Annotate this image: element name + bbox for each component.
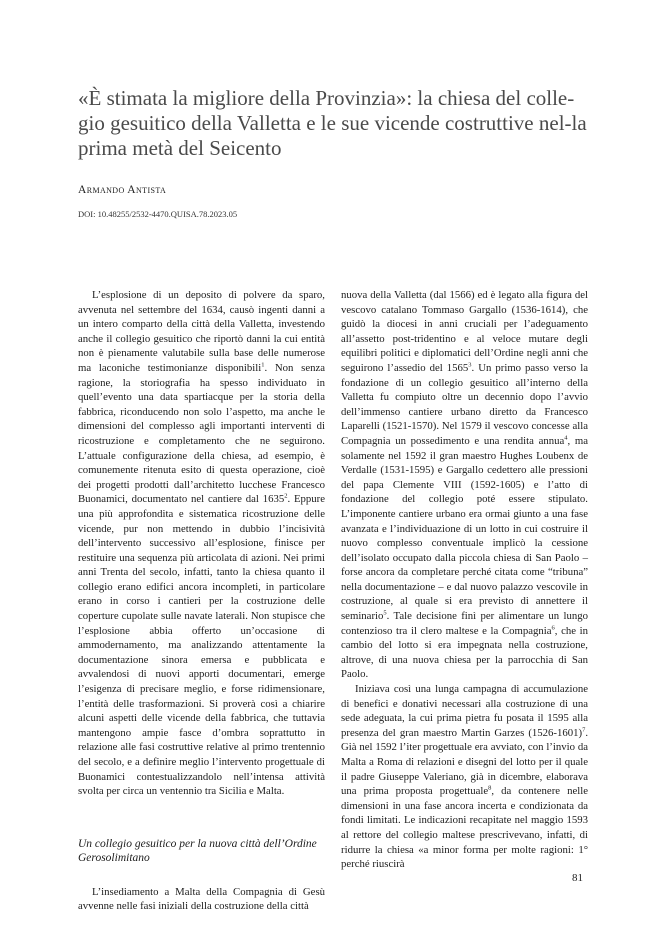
paragraph-text: Iniziava così una lunga campagna di accumulazione di benefici e donativi necessari alla costruzione di una sede adeguata, la cui prima pietra fu posata il 1595 alla presenza del gran maestro Martin Garzes (1526-1601) [341,683,588,739]
paragraph-text: L’insediamento a Malta della Compagnia di Gesù avvenne nelle fasi iniziali della costruzione della città [78,885,325,913]
paragraph-text: . Già nel 1592 l’iter progettuale era avviato, con l’invio da Malta a Roma di relazioni e disegni del lotto per il quale il padre Giuseppe Valeriano, già in dicembre, elaborava una prima proposta progettuale [341,726,588,798]
footnote-ref: 3 [468,361,472,369]
paragraph-text: . Eppure una più approfondita e sistematica ricostruzione delle vicende, pur non mettendo in dubbio l’incisività dell’intervento successivo all’esplosione, finisce per restituire una sequenza più articolata di azioni. Nei primi anni Trenta del secolo, infatti, tanto la chiesa quanto il collegio erano edifici ancora incompleti, in particolare erano in corso i cantieri per la costruzione delle coperture cupolate sulle navate laterali. Non stupisce che l’esplosione abbia offerto un’occasione di ammodernamento, ma analizzando attentamente la documentazione sinora emersa e pubblicata e avvalendosi di nuovi apporti documentari, emerge l’esigenza di precisare meglio, e forse ridimensionare, l’entità delle trasformazioni. Si proverà così a chiarire alcuni aspetti delle vicende della fabbrica, che tuttavia mantengono ampie fasce d’ombra soprattutto in relazione alle fasi costruttive relative al primo trentennio del secolo, e a definire meglio l’intervento progettuale di Buonamici contestualizzandolo nell’intensa attività svolta per circa un ventennio tra Sicilia e Malta. [78,493,325,798]
paragraph-text: , ma solamente nel 1592 il gran maestro Hughes Loubenx de Verdalle (1531-1595) e Gargallo cedettero alle pressioni del papa Clemente VIII (1592-1605) e l’atto di fondazione del collegio poté essere stipulato. L’imponente cantiere urbano era ormai giunto a una fase avanzata e l’individuazione di un lotto in cui costruire il nuovo complesso conventuale implicò la cessione dell’isolato occupato dalla piccola chiesa di San Paolo – forse ancora da completare perché citata come “tribuna” nella documentazione – e dal nuovo palazzo vescovile in costruzione, al quale si era previsto di annettere il seminario [341,434,588,623]
paragraph-text: L’esplosione di un deposito di polvere da sparo, avvenuta nel settembre del 1634, causò ingenti danni a un intero comparto della città della Valletta, investendo anche il collegio gesuitico che riportò danni la cui entità non è pienamente valutabile sulla base delle numerose ma laconiche testimonianze disponibili [78,289,325,374]
paragraph-text: , che in cambio del lotto si era impegnata nella costruzione, altrove, di una nuova chiesa per la parrocchia di San Paolo. [341,624,588,681]
paragraph-text: nuova della Valletta (dal 1566) ed è legato alla figura del vescovo catalano Tommaso Gargallo (1536-1614), che guidò la diocesi in anni cruciali per l’adeguamento all’assetto post-tridentino e al veloce mutare degli equilibri politici e diplomatici dell’Ordine negli anni che seguirono l’assedio del 1565 [341,289,588,374]
left-column [78,288,325,914]
page-number: 81 [572,872,583,884]
paragraph [341,682,588,872]
footnote-ref: 1 [261,361,265,369]
paragraph-text: . Non senza ragione, la storiografia ha spesso individuato in quell’evento una data spartiacque per la storia della fabbrica, riconducendo non solo l’aspetto, ma anche le dimensioni del complesso agli importanti interventi di ricostruzione e completamento che ne seguirono. L’attuale configurazione della chiesa, ad esempio, è comunemente ritenuta esito di questa operazione, cioè dei progetti prodotti dall’architetto lucchese Francesco Buonamici, documentato nel cantiere dal 1635 [78,361,326,506]
doi-line: DOI: 10.48255/2532-4470.QUISA.78.2023.05 [78,209,238,219]
paragraph [78,885,325,914]
paragraph-text: . Tale decisione finì per alimentare un lungo contenzioso tra il clero maltese e la Compagnia [341,610,588,637]
section-subheading: Un collegio gesuitico per la nuova città dell’Ordine Gerosolimitano [78,837,317,864]
footnote-ref: 2 [284,492,288,500]
paragraph [341,288,588,682]
paragraph-text: . Un primo passo verso la fondazione di un collegio gesuitico all’interno della Valletta fu compiuto oltre un decennio dopo l’avvio dell’immenso cantiere urbano diretto da Francesco Laparelli (1521-1570). Nel 1579 il vescovo concesse alla Compagnia un possedimento e una rendita annua [341,361,589,447]
footnote-ref: 5 [383,609,387,617]
footnote-ref: 4 [564,434,568,442]
paragraph-text: , da contenere nelle dimensioni in una fase ancora incerta e condizionata da fondi limitati. Le indicazioni recapitate nel maggio 1593 al rettore del collegio maltese prescrivevano, infatti, di ridurre la chiesa «a minor forma per molte ragioni: 1° perché riuscirà [341,785,588,871]
footnote-ref: 7 [582,726,586,734]
author-name: Armando Antista [78,184,167,196]
footnote-ref: 8 [488,784,492,792]
footnote-ref: 6 [551,624,555,632]
right-column [341,288,588,872]
paragraph [78,288,325,799]
article-title: «È stimata la migliore della Provinzia»: la chiesa del colle-gio gesuitico della Valletta e le sue vicende costruttive nel-la prima metà del Seicento [78,86,587,160]
